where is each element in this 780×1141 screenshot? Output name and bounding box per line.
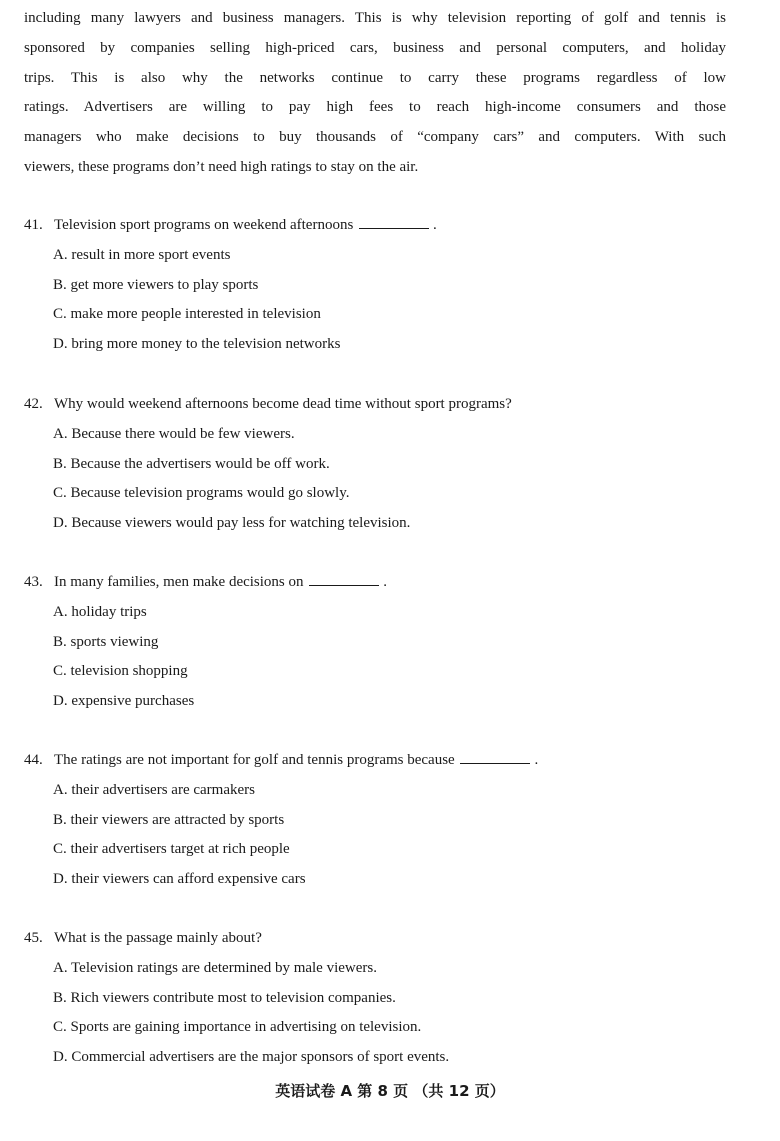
option-b: B. Rich viewers contribute most to television companies. [53, 989, 396, 1006]
reading-passage [24, 4, 726, 183]
question-text: Why would weekend afternoons become dead time without sport programs? [54, 396, 512, 412]
question-number: 45. [24, 930, 43, 946]
question-text-end: . [383, 574, 388, 590]
option-c: C. their advertisers target at rich people [53, 841, 290, 858]
option-d: D. Because viewers would pay less for watching television. [53, 515, 411, 532]
question-41 [24, 211, 724, 360]
option-b: B. get more viewers to play sports [53, 276, 259, 293]
passage-line: sponsored by companies selling high-priced cars, business and personal computers, and holiday [24, 39, 726, 56]
option-b: B. their viewers are attracted by sports [53, 811, 285, 828]
question-number: 41. [24, 217, 43, 233]
question-number: 43. [24, 574, 43, 590]
option-c: C. television shopping [53, 663, 188, 680]
option-c: C. make more people interested in television [53, 306, 321, 323]
option-a: A. holiday trips [53, 603, 147, 620]
question-text-end: . [433, 217, 437, 233]
question-stem [24, 924, 724, 954]
option-c: C. Because television programs would go slowly. [53, 485, 350, 502]
question-text-end: . [534, 752, 539, 768]
question-stem [24, 390, 724, 420]
question-42 [24, 390, 724, 539]
question-text: Television sport programs on weekend afternoons [54, 217, 354, 233]
passage-line: including many lawyers and business managers. This is why television reporting of golf and tennis is [24, 10, 726, 26]
passage-line: ratings. Advertisers are willing to pay high fees to reach high-income consumers and those [24, 99, 726, 116]
question-number: 44. [24, 752, 43, 768]
question-stem [24, 568, 724, 598]
passage-line: viewers, these programs don’t need high ratings to stay on the air. [24, 158, 419, 175]
option-d: D. bring more money to the television networks [53, 336, 341, 353]
question-stem [24, 211, 724, 241]
question-44 [24, 746, 724, 895]
question-text: In many families, men make decisions on [54, 574, 304, 590]
question-number: 42. [24, 396, 43, 412]
question-text: What is the passage mainly about? [54, 930, 262, 946]
passage-line: trips. This is also why the networks continue to carry these programs regardless of low [24, 69, 726, 86]
option-c: C. Sports are gaining importance in advertising on television. [53, 1019, 422, 1036]
option-a: A. their advertisers are carmakers [53, 781, 255, 798]
page-footer: 英语试卷 A 第 8 页 （共 12 页） [275, 1082, 505, 1100]
option-d: D. their viewers can afford expensive cars [53, 871, 306, 888]
answer-blank [460, 751, 530, 764]
question-45 [24, 924, 724, 1073]
option-d: D. Commercial advertisers are the major sponsors of sport events. [53, 1049, 450, 1066]
passage-line: managers who make decisions to buy thousands of “company cars” and computers. With such [24, 129, 726, 146]
option-b: B. sports viewing [53, 633, 159, 650]
question-text: The ratings are not important for golf and tennis programs because [54, 752, 455, 768]
option-a: A. Television ratings are determined by male viewers. [53, 959, 377, 976]
answer-blank [359, 216, 429, 229]
question-43 [24, 568, 724, 717]
question-stem [24, 746, 724, 776]
answer-blank [309, 573, 379, 586]
option-a: A. result in more sport events [53, 246, 231, 263]
option-b: B. Because the advertisers would be off work. [53, 455, 330, 472]
option-a: A. Because there would be few viewers. [53, 425, 295, 442]
option-d: D. expensive purchases [53, 693, 195, 710]
